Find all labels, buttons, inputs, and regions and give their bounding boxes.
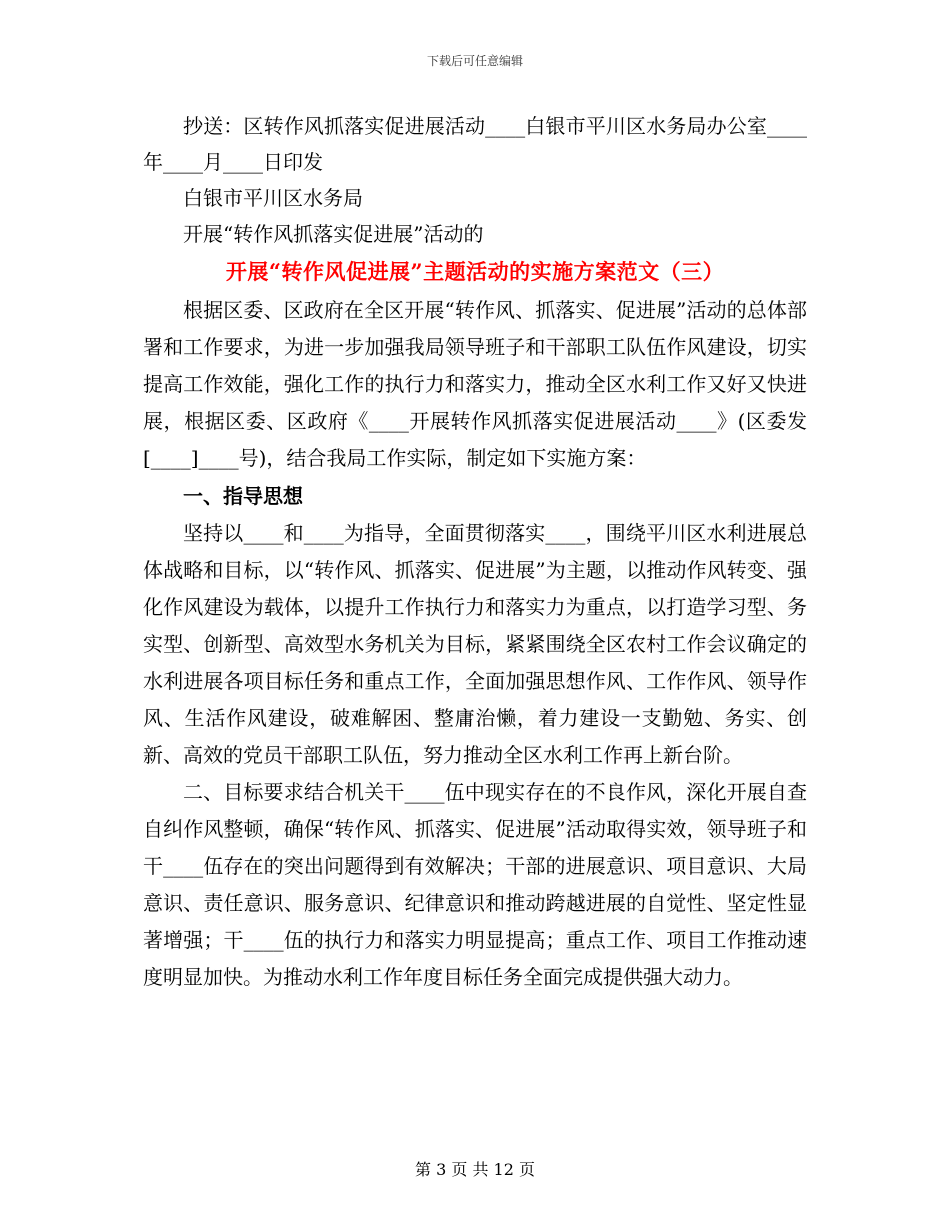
section-heading-guiding-ideology: 一、指导思想 xyxy=(183,484,303,508)
page-footer: 第 3 页 共 12 页 xyxy=(415,1160,535,1179)
organization-line: 白银市平川区水务局 xyxy=(183,186,363,210)
activity-line: 开展“转作风抓落实促进展”活动的 xyxy=(183,222,484,246)
goals-paragraph: 二、目标要求结合机关干____伍中现实存在的不良作风，深化开展自查自纠作风整顿，确保“转作风、抓落实、促进展”活动取得实效，领导班子和干____伍存在的突出问题得到有效解决；干部的进展意识、项目意识、大局意识、责任意识、服务意识、纪律意识和推动跨越进展的自觉性、坚定性显著增强；干____伍的执行力和落实力明显提高；重点工作、项目工作推动速度明显加快。为推动水利工作年度目标任务全面完成提供强大动力。 xyxy=(143,780,807,989)
page-header: 下载后可任意编辑 xyxy=(426,54,523,68)
document-body xyxy=(143,108,807,996)
intro-paragraph: 根据区委、区政府在全区开展“转作风、抓落实、促进展”活动的总体部署和工作要求，为进一步加强我局领导班子和干部职工队伍作风建设，切实提高工作效能，强化工作的执行力和落实力，推动全区水利工作又好又快进展，根据区委、区政府《____开展转作风抓落实促进展活动____》(区委发[____]____号)，结合我局工作实际，制定如下实施方案： xyxy=(143,298,807,470)
guiding-ideology-paragraph: 坚持以____和____为指导，全面贯彻落实____，围绕平川区水利进展总体战略和目标，以“转作风、抓落实、促进展”为主题，以推动作风转变、强化作风建设为载体，以提升工作执行力和落实力为重点，以打造学习型、务实型、创新型、高效型水务机关为目标，紧紧围绕全区农村工作会议确定的水利进展各项目标任务和重点工作，全面加强思想作风、工作作风、领导作风、生活作风建设，破难解困、整庸治懒，着力建设一支勤勉、务实、创新、高效的党员干部职工队伍，努力推动全区水利工作再上新台阶。 xyxy=(143,521,807,767)
cc-paragraph: 抄送：区转作风抓落实促进展活动____白银市平川区水务局办公室____年____月____日印发 xyxy=(143,114,807,174)
document-title: 开展“转作风促进展”主题活动的实施方案范文（三） xyxy=(225,259,725,284)
